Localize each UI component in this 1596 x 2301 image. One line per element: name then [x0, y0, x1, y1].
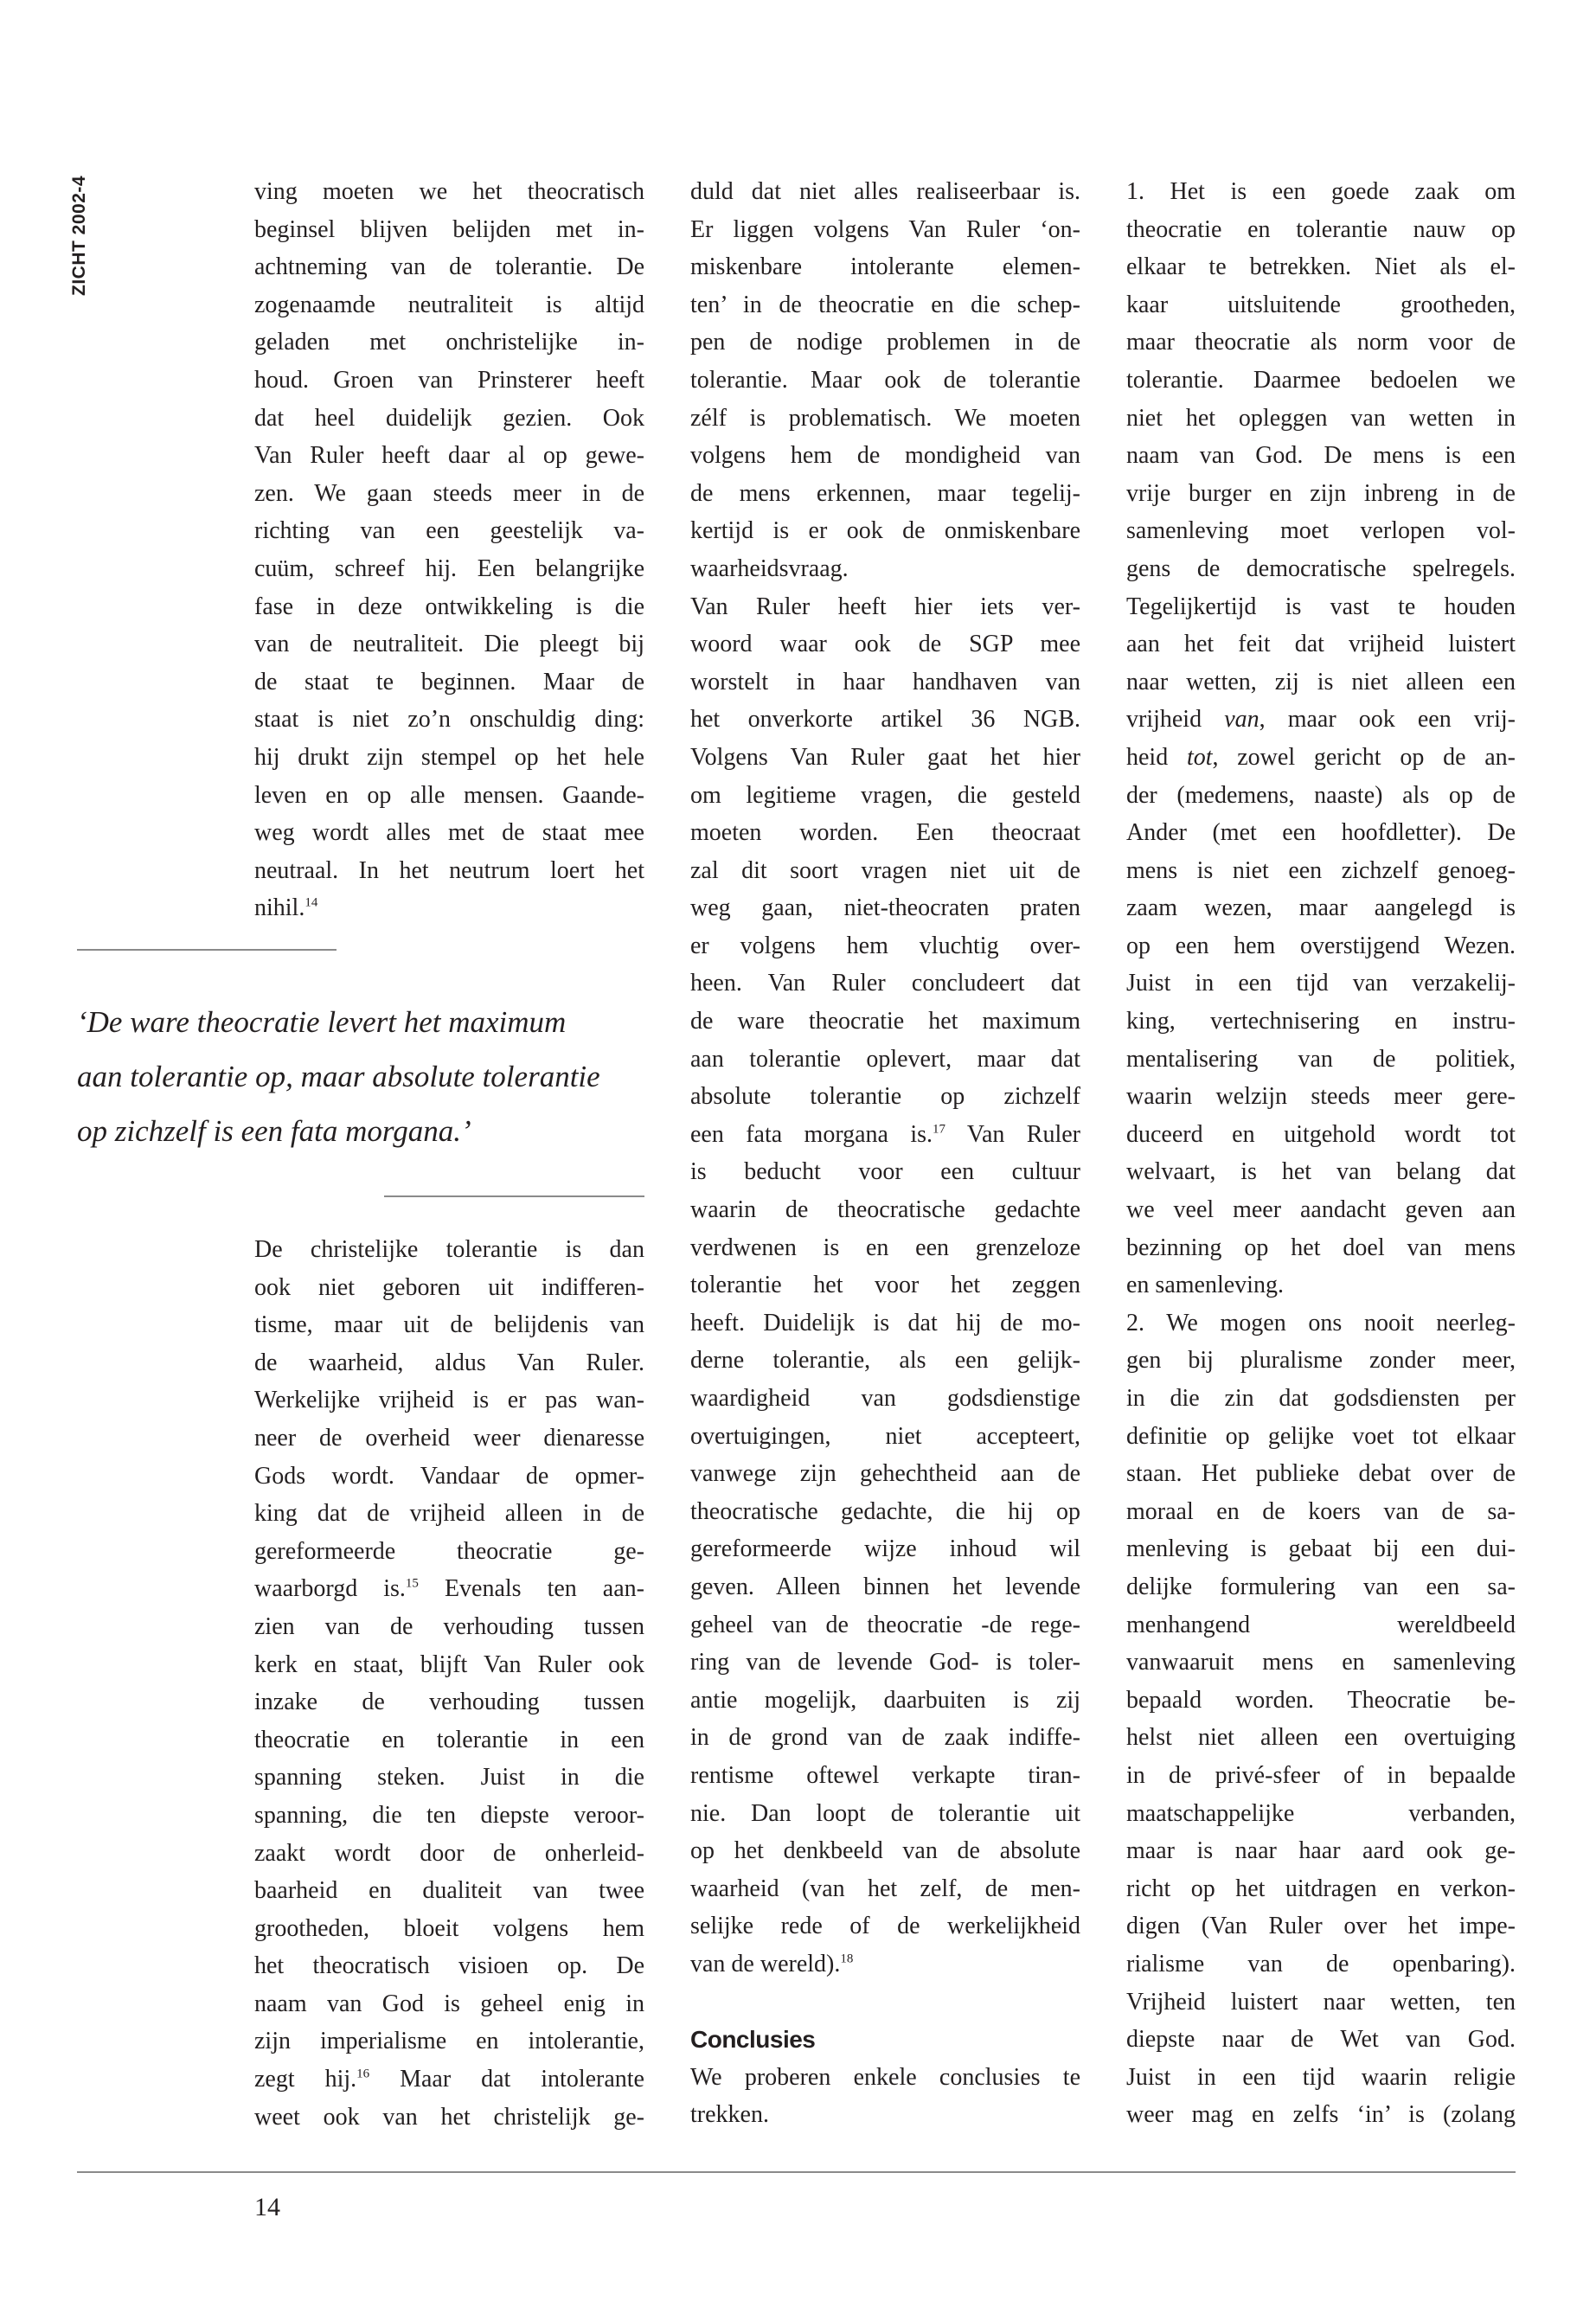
text-line: Van Ruler heeft hier iets ver- [690, 593, 1080, 620]
text-line: kaar uitsluitende grootheden, [1126, 291, 1516, 318]
text-line: overtuigingen, niet accepteert, [690, 1422, 1080, 1450]
text-line: baarheid en dualiteit van twee [254, 1877, 644, 1905]
text-line [254, 889, 644, 927]
text-line: het theocratisch visioen op. De [254, 1952, 644, 1980]
text-line: de ware theocratie het maximum [690, 1008, 1080, 1035]
column-1-top [254, 173, 644, 927]
text-line: volgens hem de mondigheid van [690, 442, 1080, 470]
text-line: waarin welzijn steeds meer gere- [1126, 1083, 1516, 1111]
text-line: maar is naar haar aard ook ge- [1126, 1837, 1516, 1865]
text-segment: Van Ruler [945, 1120, 1080, 1148]
text-segment: heid [1126, 743, 1187, 771]
text-line: king, vertechnisering en instru- [1126, 1008, 1516, 1035]
footnote-ref: 18 [840, 1952, 854, 1966]
paragraph [690, 588, 1080, 1984]
text-line: Ander (met een hoofdletter). De [1126, 819, 1516, 847]
text-line: zaakt wordt door de onherleid- [254, 1839, 644, 1867]
text-line [1126, 739, 1516, 777]
text-line: Vrijheid luistert naar wetten, ten [1126, 1988, 1516, 2016]
text-segment: een fata morgana is. [690, 1120, 933, 1148]
column-2 [690, 173, 1080, 2134]
text-line: worstelt in haar handhaven van [690, 668, 1080, 695]
text-line: verdwenen is en een grenzeloze [690, 1234, 1080, 1261]
pull-quote-line: aan tolerantie op, maar absolute tolerantie [77, 1060, 600, 1093]
text-line: mens is niet een zichzelf genoeg- [1126, 856, 1516, 884]
text-line: weg gaan, niet-theocraten praten [690, 894, 1080, 922]
text-line [254, 1570, 644, 1608]
spacer [690, 1984, 1080, 2022]
text-line: elkaar te betrekken. Niet als el- [1126, 253, 1516, 281]
text-line: tolerantie het voor het zeggen [690, 1272, 1080, 1299]
footnote-ref: 14 [304, 895, 318, 910]
text-line: weg wordt alles met de staat mee [254, 819, 644, 847]
text-line: zien van de verhouding tussen [254, 1612, 644, 1640]
footnote-ref: 15 [405, 1577, 419, 1592]
text-line: richting van een geestelijk va- [254, 517, 644, 545]
text-line: op een hem overstijgend Wezen. [1126, 932, 1516, 959]
text-line: is beducht voor een cultuur [690, 1158, 1080, 1186]
text-line: maar theocratie als norm voor de [1126, 329, 1516, 356]
text-line [690, 1116, 1080, 1154]
paragraph [690, 2059, 1080, 2134]
text-line: trekken. [690, 2101, 769, 2129]
text-line: bezinning op het doel van mens [1126, 1234, 1516, 1261]
text-line: zijn imperialisme en intolerantie, [254, 2028, 644, 2055]
pull-quote-line: op zichzelf is een fata morgana.’ [77, 1114, 471, 1148]
text-line: selijke rede of de werkelijkheid [690, 1913, 1080, 1940]
text-line: Gods wordt. Vandaar de opmer- [254, 1462, 644, 1490]
text-line: inzake de verhouding tussen [254, 1689, 644, 1716]
text-line: geladen met onchristelijke in- [254, 329, 644, 356]
footer-rule [77, 2171, 1516, 2173]
text-line: ook niet geboren uit indifferen- [254, 1273, 644, 1301]
text-line: neer de overheid weer dienaresse [254, 1424, 644, 1452]
text-line: dat heel duidelijk gezien. Ook [254, 404, 644, 432]
text-line: heen. Van Ruler concludeert dat [690, 970, 1080, 997]
text-segment: Maar dat intolerante [369, 2066, 644, 2093]
text-line: 2. We mogen ons nooit neerleg- [1126, 1309, 1516, 1336]
text-line: mentalisering van de politiek, [1126, 1045, 1516, 1073]
pull-quote [77, 995, 600, 1158]
text-line: antie mogelijk, daarbuiten is zij [690, 1686, 1080, 1714]
text-line: Tegelijkertijd is vast te houden [1126, 593, 1516, 620]
text-segment: nihil. [254, 894, 305, 922]
text-line: miskenbare intolerante elemen- [690, 253, 1080, 281]
paragraph [1126, 1304, 1516, 2134]
text-line: de mens erkennen, maar tegelij- [690, 479, 1080, 507]
text-line: weer mag en zelfs ‘in’ is (zolang [1126, 2101, 1516, 2129]
text-line: tolerantie. Daarmee bedoelen we [1126, 366, 1516, 394]
text-line: om legitieme vragen, die gesteld [690, 781, 1080, 809]
text-line: duld dat niet alles realiseerbaar is. [690, 178, 1080, 205]
text-line: op het denkbeeld van de absolute [690, 1837, 1080, 1865]
section-heading: Conclusies [690, 2026, 816, 2054]
text-line: geheel van de theocratie -de rege- [690, 1611, 1080, 1638]
text-line: duceerd en uitgehold wordt tot [1126, 1120, 1516, 1148]
paragraph [690, 173, 1080, 588]
text-line: leven en op alle mensen. Gaande- [254, 781, 644, 809]
paragraph [1126, 173, 1516, 1304]
text-line: waarin de theocratische gedachte [690, 1196, 1080, 1224]
text-line: absolute tolerantie op zichzelf [690, 1083, 1080, 1111]
text-line: aan tolerantie oplevert, maar dat [690, 1045, 1080, 1073]
text-line: de waarheid, aldus Van Ruler. [254, 1349, 644, 1376]
text-segment: , maar ook een vrij- [1259, 706, 1516, 734]
text-line: moraal en de koers van de sa- [1126, 1497, 1516, 1525]
text-line: cuüm, schreef hij. Een belangrijke [254, 554, 644, 582]
text-line: 1. Het is een goede zaak om [1126, 178, 1516, 205]
text-line: theocratische gedachte, die hij op [690, 1497, 1080, 1525]
text-line: vanwege zijn gehechtheid aan de [690, 1460, 1080, 1488]
italic-text: van [1224, 706, 1259, 734]
text-line: staan. Het publieke debat over de [1126, 1460, 1516, 1488]
text-line: menleving is gebaat bij een dui- [1126, 1535, 1516, 1563]
text-line: niet het opleggen van wetten in [1126, 404, 1516, 432]
text-line: Juist in een tijd waarin religie [1126, 2063, 1516, 2091]
text-line: achtneming van de tolerantie. De [254, 253, 644, 281]
text-line: digen (Van Ruler over het impe- [1126, 1913, 1516, 1940]
text-line: zen. We gaan steeds meer in de [254, 479, 644, 507]
text-line: welvaart, is het van belang dat [1126, 1158, 1516, 1186]
text-line: tolerantie. Maar ook de tolerantie [690, 366, 1080, 394]
divider-rule [384, 1195, 644, 1197]
text-line: gereformeerde wijze inhoud wil [690, 1535, 1080, 1563]
text-segment: vrijheid [1126, 706, 1225, 734]
text-line: zaam wezen, maar aangelegd is [1126, 894, 1516, 922]
text-line: kerk en staat, blijft Van Ruler ook [254, 1650, 644, 1678]
text-line: rialisme van de openbaring). [1126, 1950, 1516, 1977]
text-line: tisme, maar uit de belijdenis van [254, 1311, 644, 1339]
text-line: pen de nodige problemen in de [690, 329, 1080, 356]
text-line: neutraal. In het neutrum loert het [254, 856, 644, 884]
text-segment: van de wereld). [690, 1950, 841, 1977]
text-line: samenleving moet verlopen vol- [1126, 517, 1516, 545]
text-line: hij drukt zijn stempel op het hele [254, 743, 644, 771]
text-line: waarheidsvraag. [690, 554, 849, 582]
text-line: bepaald worden. Theocratie be- [1126, 1686, 1516, 1714]
text-line: en samenleving. [1126, 1272, 1284, 1299]
text-line: houd. Groen van Prinsterer heeft [254, 366, 644, 394]
column-3 [1126, 173, 1516, 2134]
text-line: gen bij pluralisme zonder meer, [1126, 1347, 1516, 1375]
text-line: spanning steken. Juist in die [254, 1764, 644, 1791]
footnote-ref: 16 [356, 2067, 370, 2081]
text-line: naam van God. De mens is een [1126, 442, 1516, 470]
text-line: heeft. Duidelijk is dat hij de mo- [690, 1309, 1080, 1336]
text-line: we veel meer aandacht geven aan [1126, 1196, 1516, 1224]
text-line: theocratie en tolerantie nauw op [1126, 215, 1516, 243]
text-line: der (medemens, naaste) als op de [1126, 781, 1516, 809]
text-line: vanwaaruit mens en samenleving [1126, 1649, 1516, 1676]
text-line: We proberen enkele conclusies te [690, 2063, 1080, 2091]
text-line: staat is niet zo’n onschuldig ding: [254, 706, 644, 734]
text-segment: Evenals ten aan- [418, 1575, 644, 1603]
text-line: Juist in een tijd van verzakelij- [1126, 970, 1516, 997]
text-line: vrije burger en zijn inbreng in de [1126, 479, 1516, 507]
text-line: ring van de levende God- is toler- [690, 1649, 1080, 1676]
text-line: zélf is problematisch. We moeten [690, 404, 1080, 432]
text-line: menhangend wereldbeeld [1126, 1611, 1516, 1638]
text-line: waarheid (van het zelf, de men- [690, 1875, 1080, 1902]
text-line: fase in deze ontwikkeling is die [254, 593, 644, 620]
text-line: maatschappelijke verbanden, [1126, 1799, 1516, 1827]
text-line: zal dit soort vragen niet uit de [690, 856, 1080, 884]
paragraph [254, 173, 644, 927]
text-line [1126, 701, 1516, 739]
text-line: het onverkorte artikel 36 NGB. [690, 706, 1080, 734]
text-line: in die zin dat godsdiensten per [1126, 1385, 1516, 1412]
text-line: weet ook van het christelijk ge- [254, 2103, 644, 2131]
text-line: kertijd is er ook de onmiskenbare [690, 517, 1080, 545]
text-line: theocratie en tolerantie in een [254, 1726, 644, 1753]
paragraph [254, 1231, 644, 2136]
text-line: nie. Dan loopt de tolerantie uit [690, 1799, 1080, 1827]
text-line: de staat te beginnen. Maar de [254, 668, 644, 695]
text-line: geven. Alleen binnen het levende [690, 1573, 1080, 1600]
text-line: definitie op gelijke voet tot elkaar [1126, 1422, 1516, 1450]
text-line: Volgens Van Ruler gaat het hier [690, 743, 1080, 771]
text-line: rentisme oftewel verkapte tiran- [690, 1761, 1080, 1789]
text-line: ten’ in de theocratie en die schep- [690, 291, 1080, 318]
text-line: in de privé-sfeer of in bepaalde [1126, 1761, 1516, 1789]
text-line: woord waar ook de SGP mee [690, 631, 1080, 658]
text-segment: , zowel gericht op de an- [1212, 743, 1516, 771]
text-line: spanning, die ten diepste veroor- [254, 1801, 644, 1829]
text-line: ving moeten we het theocratisch [254, 178, 644, 205]
text-line: er volgens hem vluchtig over- [690, 932, 1080, 959]
text-line: Werkelijke vrijheid is er pas wan- [254, 1387, 644, 1414]
text-line: richt op het uitdragen en verkon- [1126, 1875, 1516, 1902]
text-line: gereformeerde theocratie ge- [254, 1537, 644, 1565]
text-line: Van Ruler heeft daar al op gewe- [254, 442, 644, 470]
text-line: aan het feit dat vrijheid luistert [1126, 631, 1516, 658]
text-line: van de neutraliteit. Die pleegt bij [254, 631, 644, 658]
text-line: grootheden, bloeit volgens hem [254, 1914, 644, 1942]
divider-rule [77, 949, 337, 951]
text-line: Er liggen volgens Van Ruler ‘on- [690, 215, 1080, 243]
text-line: gens de democratische spelregels. [1126, 554, 1516, 582]
text-line [254, 2061, 644, 2099]
text-line: derne tolerantie, als een gelijk- [690, 1347, 1080, 1375]
text-line: diepste naar de Wet van God. [1126, 2026, 1516, 2054]
page-number: 14 [254, 2193, 280, 2221]
pull-quote-line: ‘De ware theocratie levert het maximum [77, 1005, 567, 1039]
italic-text: tot [1186, 743, 1213, 771]
text-line [690, 1945, 1080, 1984]
running-head: ZICHT 2002-4 [69, 175, 89, 296]
column-1-bottom [254, 1231, 644, 2136]
text-line: waardigheid van godsdienstige [690, 1385, 1080, 1412]
text-line: delijke formulering van een sa- [1126, 1573, 1516, 1600]
text-line: king dat de vrijheid alleen in de [254, 1500, 644, 1528]
text-segment: zegt hij. [254, 2066, 357, 2093]
text-line: naar wetten, zij is niet alleen een [1126, 668, 1516, 695]
text-line: in de grond van de zaak indiffe- [690, 1724, 1080, 1752]
text-line: moeten worden. Een theocraat [690, 819, 1080, 847]
text-segment: waarborgd is. [254, 1575, 406, 1603]
footnote-ref: 17 [933, 1122, 946, 1137]
text-line: naam van God is geheel enig in [254, 1990, 644, 2017]
text-line: zogenaamde neutraliteit is altijd [254, 291, 644, 318]
text-line: helst niet alleen een overtuiging [1126, 1724, 1516, 1752]
text-line: De christelijke tolerantie is dan [254, 1236, 644, 1263]
text-line: beginsel blijven belijden met in- [254, 215, 644, 243]
